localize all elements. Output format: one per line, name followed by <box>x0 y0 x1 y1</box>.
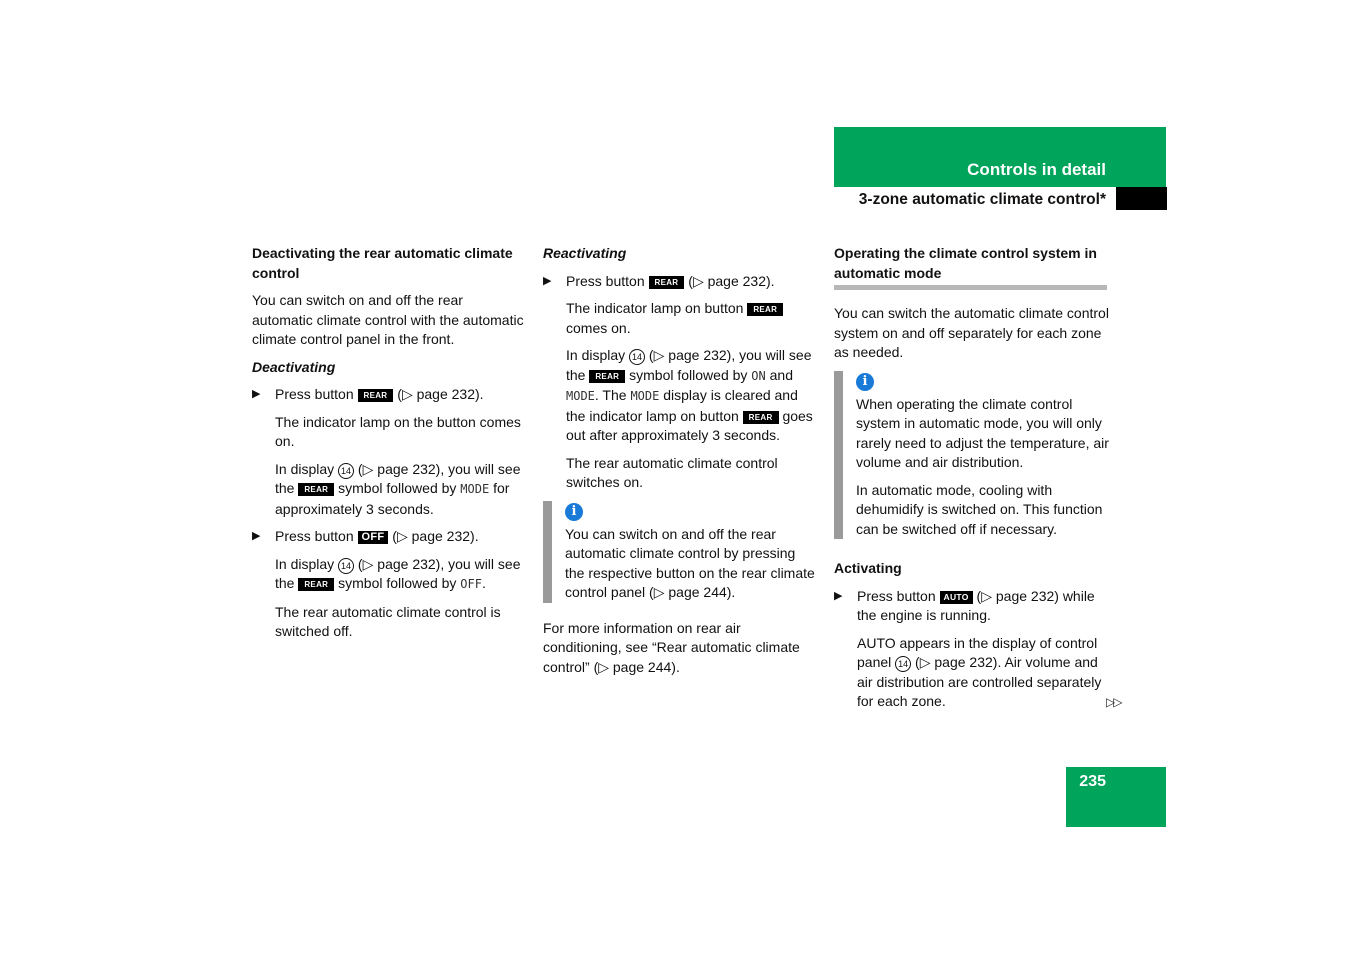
bullet-icon: ▶ <box>543 274 552 287</box>
step-text: Press button <box>275 528 354 544</box>
subsection-title: 3-zone automatic climate control* <box>858 191 1106 208</box>
step-press-auto: ▶ Press button AUTO (▷ page 232) while the engine is running. <box>834 587 1095 623</box>
on-display: ON <box>751 368 766 383</box>
bullet-icon: ▶ <box>834 589 843 602</box>
display-text-a: In display <box>275 460 335 477</box>
step-text: Press button <box>566 272 645 289</box>
result-text-b: page 232). Air volume and air distribution are controlled separately for each zone. <box>857 654 1102 709</box>
more-info-text: For more information on rear air conditioning, see “Rear automatic climate control” (▷ page 244). <box>543 619 800 675</box>
subheading-activating: Activating <box>834 560 902 576</box>
column-deactivating <box>252 244 524 650</box>
note-text: In automatic mode, cooling with dehumidify is switched on. This function can be switched off if necessary. <box>856 481 1103 537</box>
rear-symbol-icon: REAR <box>298 483 334 496</box>
page-ref-icon: ▷ <box>362 555 374 572</box>
display-number-icon: 14 <box>338 558 354 574</box>
step-press-off: ▶ Press button OFF (▷ page 232). <box>252 527 524 547</box>
intro-text: You can switch on and off the rear automatic climate control with the automatic climate control panel in the front. <box>252 292 524 347</box>
step-ref: page 232). <box>411 528 479 544</box>
page-number: 235 <box>1079 773 1106 790</box>
info-icon: i <box>856 373 874 391</box>
rear-button-icon: REAR <box>358 389 394 402</box>
off-button-icon: OFF <box>358 531 389 544</box>
continue-icon: ▷▷ <box>1106 695 1121 709</box>
step-text: Press button <box>275 386 354 402</box>
step-ref: page 232). <box>707 272 775 289</box>
bullet-icon: ▶ <box>252 530 261 542</box>
rear-symbol-icon: REAR <box>298 578 334 591</box>
page-ref-icon: ▷ <box>362 460 374 477</box>
step-result <box>543 299 818 338</box>
note-bar <box>834 371 843 540</box>
page-ref-icon: ▷ <box>919 654 931 670</box>
display-text-e: . The <box>594 387 627 403</box>
heading-automatic-mode: Operating the climate control system in automatic mode <box>834 244 1107 290</box>
rear-button-icon: REAR <box>649 276 685 289</box>
display-text: In display 14 (▷ page 232), you will see the REAR symbol followed by MODE for approximately 3 seconds. <box>275 460 521 517</box>
display-text-c: symbol followed by <box>338 480 457 496</box>
mode-display: MODE <box>460 482 490 496</box>
step-ref: page 232). <box>416 386 484 402</box>
auto-button-icon: AUTO <box>940 591 973 604</box>
info-icon: i <box>565 503 583 521</box>
info-note <box>543 501 818 603</box>
display-text-c: symbol followed by <box>338 575 457 591</box>
display-number-icon: 14 <box>338 463 354 479</box>
note-bar <box>543 501 552 603</box>
result-text-a: The indicator lamp on button <box>566 300 744 316</box>
step-ref: page 232) while the engine is running. <box>857 587 1095 623</box>
display-text-d: for approximately 3 seconds. <box>275 480 510 517</box>
note-text: You can switch on and off the rear automatic climate control by pressing the respective button on the rear climate control panel (▷ page 244). <box>565 525 815 600</box>
column-reactivating <box>543 244 818 685</box>
display-number-icon: 14 <box>629 349 645 365</box>
display-text: In display 14 (▷ page 232), you will see the REAR symbol followed by OFF. <box>275 555 521 591</box>
bullet-icon: ▶ <box>252 388 261 400</box>
rear-button-icon: REAR <box>747 303 783 316</box>
section-title: Controls in detail <box>967 160 1106 179</box>
display-text-d: and <box>769 366 793 383</box>
mode-display: MODE <box>630 389 660 403</box>
result-text-a: AUTO appears in the display of control panel <box>857 634 1098 670</box>
mode-display: MODE <box>566 389 595 403</box>
page-ref-icon: ▷ <box>981 587 992 604</box>
page-ref-icon: ▷ <box>653 347 665 363</box>
step-result: The rear automatic climate control is switched off. <box>275 603 501 639</box>
display-text-a: In display <box>275 555 335 572</box>
note-text: When operating the climate control system in automatic mode, you will only rarely need to adjust the temperature, air volume and air distribution. <box>856 395 1109 470</box>
column-automatic-mode <box>834 244 1109 720</box>
step-text: Press button <box>857 587 936 604</box>
heading-deactivating-rear: Deactivating the rear automatic climate control <box>252 245 513 281</box>
step-press-rear: ▶ Press button REAR (▷ page 232). <box>252 385 524 405</box>
header-marker <box>1116 187 1167 210</box>
step-result: The indicator lamp on the button comes on. <box>275 413 521 449</box>
display-text-g: goes out after approximately 3 seconds. <box>566 407 813 443</box>
page-ref-icon: ▷ <box>692 272 704 289</box>
display-text-b: page 232), you will see the <box>566 347 812 383</box>
subheading-deactivating: Deactivating <box>252 358 336 375</box>
display-text-f: display is cleared and the indicator lamp on button <box>566 387 798 424</box>
display-text-b: page 232), you will see the <box>275 460 521 496</box>
info-note <box>834 371 1109 540</box>
page-ref-icon: ▷ <box>396 528 408 544</box>
step-press-rear: ▶ Press button REAR (▷ page 232). <box>543 272 818 292</box>
rear-symbol-icon: REAR <box>589 370 625 383</box>
off-display: OFF <box>460 577 482 591</box>
result-text-b: comes on. <box>566 319 631 336</box>
intro-text: You can switch the automatic climate control system on and off separately for each zone as needed. <box>834 305 1109 360</box>
page-ref-icon: ▷ <box>401 386 413 402</box>
display-text-a: In display <box>566 347 626 363</box>
display-text: In display 14 (▷ page 232), you will see the REAR symbol followed by ON and MODE. The MODE display is cleared and the indicator lamp on button REAR goes out after approximately 3 seconds. <box>566 347 813 443</box>
step-result: The rear automatic climate control switches on. <box>566 454 778 490</box>
display-text-b: page 232), you will see the <box>275 555 521 591</box>
rear-button-icon: REAR <box>743 411 779 424</box>
display-text-c: symbol followed by <box>629 366 748 383</box>
display-number-icon: 14 <box>895 656 911 672</box>
subheading-reactivating: Reactivating <box>543 245 627 261</box>
step-result: AUTO appears in the display of control panel 14 (▷ page 232). Air volume and air distribution are controlled separately for each zone. <box>857 634 1102 709</box>
